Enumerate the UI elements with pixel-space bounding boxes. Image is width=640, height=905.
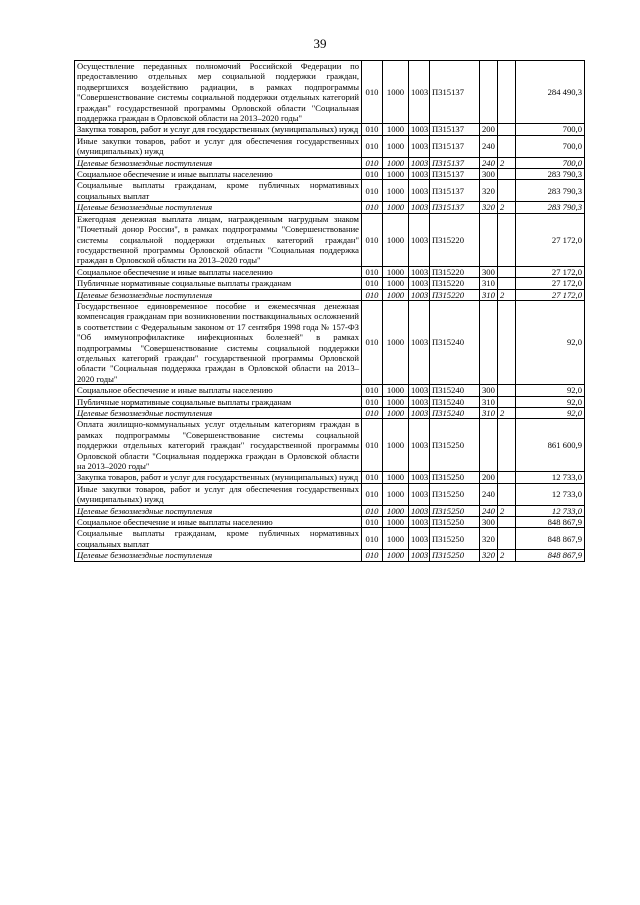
classifier-cell (498, 124, 516, 135)
expense-type-cell: 300 (480, 169, 498, 180)
table-row (75, 135, 585, 157)
item-name-cell: Публичные нормативные социальные выплаты гражданам (75, 278, 362, 289)
target-article-cell: П315220 (430, 289, 480, 300)
department-code-cell: 010 (362, 124, 383, 135)
subsection-code-cell: 1003 (409, 396, 430, 407)
table-row (75, 419, 585, 472)
section-code-cell: 1000 (383, 266, 409, 277)
table-row (75, 169, 585, 180)
section-code-cell: 1000 (383, 300, 409, 384)
item-name-cell: Целевые безвозмездные поступления (75, 505, 362, 516)
item-name-cell: Социальное обеспечение и иные выплаты населению (75, 385, 362, 396)
section-code-cell: 1000 (383, 202, 409, 213)
item-name-cell: Ежегодная денежная выплата лицам, награжденным нагрудным знаком "Почетный донор России", в рамках подпрограммы "Совершенствование системы социальной поддержки отдельных категорий граждан" государственной программы Орловской области "Социальная поддержка граждан в Орловской области на 2013–2020 годы" (75, 213, 362, 266)
subsection-code-cell: 1003 (409, 180, 430, 202)
amount-cell: 27 172,0 (516, 213, 585, 266)
expense-type-cell: 320 (480, 202, 498, 213)
section-code-cell: 1000 (383, 124, 409, 135)
classifier-cell (498, 472, 516, 483)
department-code-cell: 010 (362, 550, 383, 561)
department-code-cell: 010 (362, 202, 383, 213)
item-name-cell: Закупка товаров, работ и услуг для государственных (муниципальных) нужд (75, 124, 362, 135)
expense-type-cell: 240 (480, 505, 498, 516)
expense-type-cell: 320 (480, 180, 498, 202)
expense-type-cell: 300 (480, 517, 498, 528)
target-article-cell: П315240 (430, 408, 480, 419)
target-article-cell: П315250 (430, 528, 480, 550)
target-receipts-row (75, 289, 585, 300)
subsection-code-cell: 1003 (409, 289, 430, 300)
classifier-cell: 2 (498, 157, 516, 168)
classifier-cell (498, 528, 516, 550)
target-article-cell: П315137 (430, 202, 480, 213)
section-code-cell: 1000 (383, 550, 409, 561)
classifier-cell (498, 278, 516, 289)
target-article-cell: П315250 (430, 505, 480, 516)
expense-type-cell: 310 (480, 289, 498, 300)
section-code-cell: 1000 (383, 419, 409, 472)
expense-type-cell (480, 300, 498, 384)
classifier-cell (498, 169, 516, 180)
target-article-cell: П315240 (430, 385, 480, 396)
section-code-cell: 1000 (383, 517, 409, 528)
department-code-cell: 010 (362, 396, 383, 407)
expense-type-cell: 320 (480, 550, 498, 561)
target-article-cell: П315240 (430, 300, 480, 384)
expense-type-cell (480, 61, 498, 124)
subsection-code-cell: 1003 (409, 528, 430, 550)
department-code-cell: 010 (362, 157, 383, 168)
subsection-code-cell: 1003 (409, 266, 430, 277)
target-receipts-row (75, 202, 585, 213)
expense-type-cell: 240 (480, 135, 498, 157)
table-row (75, 180, 585, 202)
target-article-cell: П315137 (430, 157, 480, 168)
classifier-cell: 2 (498, 289, 516, 300)
amount-cell: 27 172,0 (516, 289, 585, 300)
subsection-code-cell: 1003 (409, 419, 430, 472)
classifier-cell: 2 (498, 550, 516, 561)
department-code-cell: 010 (362, 472, 383, 483)
department-code-cell: 010 (362, 169, 383, 180)
amount-cell: 12 733,0 (516, 472, 585, 483)
section-code-cell: 1000 (383, 213, 409, 266)
classifier-cell (498, 213, 516, 266)
amount-cell: 284 490,3 (516, 61, 585, 124)
amount-cell: 848 867,9 (516, 528, 585, 550)
section-code-cell: 1000 (383, 483, 409, 505)
subsection-code-cell: 1003 (409, 61, 430, 124)
item-name-cell: Социальные выплаты гражданам, кроме публичных нормативных социальных выплат (75, 528, 362, 550)
department-code-cell: 010 (362, 180, 383, 202)
classifier-cell (498, 135, 516, 157)
subsection-code-cell: 1003 (409, 124, 430, 135)
table-row (75, 61, 585, 124)
table-row (75, 472, 585, 483)
expense-type-cell: 240 (480, 483, 498, 505)
amount-cell: 283 790,3 (516, 169, 585, 180)
classifier-cell (498, 419, 516, 472)
subsection-code-cell: 1003 (409, 408, 430, 419)
item-name-cell: Государственное единовременное пособие и ежемесячная денежная компенсация гражданам при возникновении поствакцинальных осложнений в соответствии с Федеральным законом от 17 сентября 1998 года № 157-ФЗ "Об иммунопрофилактике инфекционных болезней" в рамках подпрограммы "Совершенствование системы социальной поддержки отдельных категорий граждан" государственной программы Орловской области "Социальная поддержка граждан в Орловской области на 2013–2020 годы" (75, 300, 362, 384)
item-name-cell: Закупка товаров, работ и услуг для государственных (муниципальных) нужд (75, 472, 362, 483)
table-row (75, 124, 585, 135)
expense-type-cell (480, 213, 498, 266)
target-article-cell: П315250 (430, 550, 480, 561)
amount-cell: 848 867,9 (516, 517, 585, 528)
subsection-code-cell: 1003 (409, 157, 430, 168)
table-row (75, 385, 585, 396)
page-number: 39 (313, 36, 327, 51)
target-article-cell: П315250 (430, 517, 480, 528)
amount-cell: 700,0 (516, 157, 585, 168)
section-code-cell: 1000 (383, 157, 409, 168)
table-row (75, 528, 585, 550)
target-article-cell: П315250 (430, 419, 480, 472)
item-name-cell: Целевые безвозмездные поступления (75, 157, 362, 168)
target-receipts-row (75, 157, 585, 168)
amount-cell: 92,0 (516, 385, 585, 396)
amount-cell: 27 172,0 (516, 278, 585, 289)
amount-cell: 700,0 (516, 135, 585, 157)
section-code-cell: 1000 (383, 528, 409, 550)
amount-cell: 12 733,0 (516, 505, 585, 516)
classifier-cell (498, 266, 516, 277)
target-article-cell: П315137 (430, 180, 480, 202)
department-code-cell: 010 (362, 483, 383, 505)
subsection-code-cell: 1003 (409, 550, 430, 561)
expense-type-cell: 240 (480, 157, 498, 168)
item-name-cell: Иные закупки товаров, работ и услуг для обеспечения государственных (муниципальных) нужд (75, 483, 362, 505)
target-article-cell: П315240 (430, 396, 480, 407)
section-code-cell: 1000 (383, 505, 409, 516)
department-code-cell: 010 (362, 517, 383, 528)
classifier-cell (498, 180, 516, 202)
item-name-cell: Целевые безвозмездные поступления (75, 550, 362, 561)
subsection-code-cell: 1003 (409, 505, 430, 516)
department-code-cell: 010 (362, 528, 383, 550)
department-code-cell: 010 (362, 61, 383, 124)
department-code-cell: 010 (362, 135, 383, 157)
target-article-cell: П315220 (430, 213, 480, 266)
target-receipts-row (75, 550, 585, 561)
department-code-cell: 010 (362, 266, 383, 277)
subsection-code-cell: 1003 (409, 472, 430, 483)
target-article-cell: П315250 (430, 472, 480, 483)
target-article-cell: П315220 (430, 266, 480, 277)
department-code-cell: 010 (362, 419, 383, 472)
target-article-cell: П315137 (430, 61, 480, 124)
department-code-cell: 010 (362, 505, 383, 516)
expense-type-cell: 300 (480, 266, 498, 277)
item-name-cell: Социальное обеспечение и иные выплаты населению (75, 517, 362, 528)
item-name-cell: Публичные нормативные социальные выплаты гражданам (75, 396, 362, 407)
table-row (75, 213, 585, 266)
subsection-code-cell: 1003 (409, 278, 430, 289)
target-article-cell: П315250 (430, 483, 480, 505)
classifier-cell (498, 517, 516, 528)
classifier-cell: 2 (498, 408, 516, 419)
expense-type-cell: 300 (480, 385, 498, 396)
subsection-code-cell: 1003 (409, 202, 430, 213)
table-row (75, 300, 585, 384)
department-code-cell: 010 (362, 289, 383, 300)
target-article-cell: П315137 (430, 124, 480, 135)
budget-table-body (75, 61, 585, 562)
expense-type-cell (480, 419, 498, 472)
expense-type-cell: 310 (480, 278, 498, 289)
classifier-cell (498, 300, 516, 384)
amount-cell: 92,0 (516, 396, 585, 407)
subsection-code-cell: 1003 (409, 483, 430, 505)
amount-cell: 283 790,3 (516, 202, 585, 213)
classifier-cell (498, 396, 516, 407)
subsection-code-cell: 1003 (409, 135, 430, 157)
section-code-cell: 1000 (383, 472, 409, 483)
subsection-code-cell: 1003 (409, 517, 430, 528)
table-row (75, 517, 585, 528)
table-row (75, 483, 585, 505)
table-row (75, 396, 585, 407)
expense-type-cell: 310 (480, 408, 498, 419)
target-article-cell: П315137 (430, 169, 480, 180)
item-name-cell: Социальное обеспечение и иные выплаты населению (75, 169, 362, 180)
amount-cell: 12 733,0 (516, 483, 585, 505)
target-article-cell: П315220 (430, 278, 480, 289)
expense-type-cell: 200 (480, 124, 498, 135)
budget-table (74, 60, 585, 562)
classifier-cell: 2 (498, 202, 516, 213)
section-code-cell: 1000 (383, 278, 409, 289)
target-receipts-row (75, 408, 585, 419)
table-row (75, 266, 585, 277)
classifier-cell (498, 61, 516, 124)
section-code-cell: 1000 (383, 396, 409, 407)
section-code-cell: 1000 (383, 169, 409, 180)
item-name-cell: Осуществление переданных полномочий Российской Федерации по предоставлению отдельных мер социальной поддержки граждан, подвергшихся воздействию радиации, в рамках подпрограммы "Совершенствование системы социальной поддержки отдельных категорий граждан" государственной программы Орловской области "Социальная поддержка граждан в Орловской области на 2013–2020 годы" (75, 61, 362, 124)
subsection-code-cell: 1003 (409, 385, 430, 396)
amount-cell: 27 172,0 (516, 266, 585, 277)
department-code-cell: 010 (362, 278, 383, 289)
item-name-cell: Целевые безвозмездные поступления (75, 202, 362, 213)
amount-cell: 92,0 (516, 300, 585, 384)
section-code-cell: 1000 (383, 135, 409, 157)
expense-type-cell: 200 (480, 472, 498, 483)
amount-cell: 848 867,9 (516, 550, 585, 561)
item-name-cell: Социальные выплаты гражданам, кроме публичных нормативных социальных выплат (75, 180, 362, 202)
department-code-cell: 010 (362, 300, 383, 384)
table-row (75, 278, 585, 289)
amount-cell: 92,0 (516, 408, 585, 419)
expense-type-cell: 320 (480, 528, 498, 550)
expense-type-cell: 310 (480, 396, 498, 407)
classifier-cell (498, 385, 516, 396)
department-code-cell: 010 (362, 385, 383, 396)
target-receipts-row (75, 505, 585, 516)
classifier-cell (498, 483, 516, 505)
department-code-cell: 010 (362, 213, 383, 266)
section-code-cell: 1000 (383, 385, 409, 396)
item-name-cell: Социальное обеспечение и иные выплаты населению (75, 266, 362, 277)
department-code-cell: 010 (362, 408, 383, 419)
classifier-cell: 2 (498, 505, 516, 516)
section-code-cell: 1000 (383, 408, 409, 419)
item-name-cell: Оплата жилищно-коммунальных услуг отдельным категориям граждан в рамках подпрограммы "Совершенствование системы социальной поддержки отдельных категорий граждан" государственной программы Орловской области "Социальная поддержка граждан в Орловской области на 2013–2020 годы" (75, 419, 362, 472)
section-code-cell: 1000 (383, 61, 409, 124)
amount-cell: 283 790,3 (516, 180, 585, 202)
subsection-code-cell: 1003 (409, 213, 430, 266)
item-name-cell: Целевые безвозмездные поступления (75, 289, 362, 300)
section-code-cell: 1000 (383, 289, 409, 300)
amount-cell: 861 600,9 (516, 419, 585, 472)
amount-cell: 700,0 (516, 124, 585, 135)
item-name-cell: Иные закупки товаров, работ и услуг для обеспечения государственных (муниципальных) нужд (75, 135, 362, 157)
item-name-cell: Целевые безвозмездные поступления (75, 408, 362, 419)
subsection-code-cell: 1003 (409, 300, 430, 384)
target-article-cell: П315137 (430, 135, 480, 157)
subsection-code-cell: 1003 (409, 169, 430, 180)
section-code-cell: 1000 (383, 180, 409, 202)
